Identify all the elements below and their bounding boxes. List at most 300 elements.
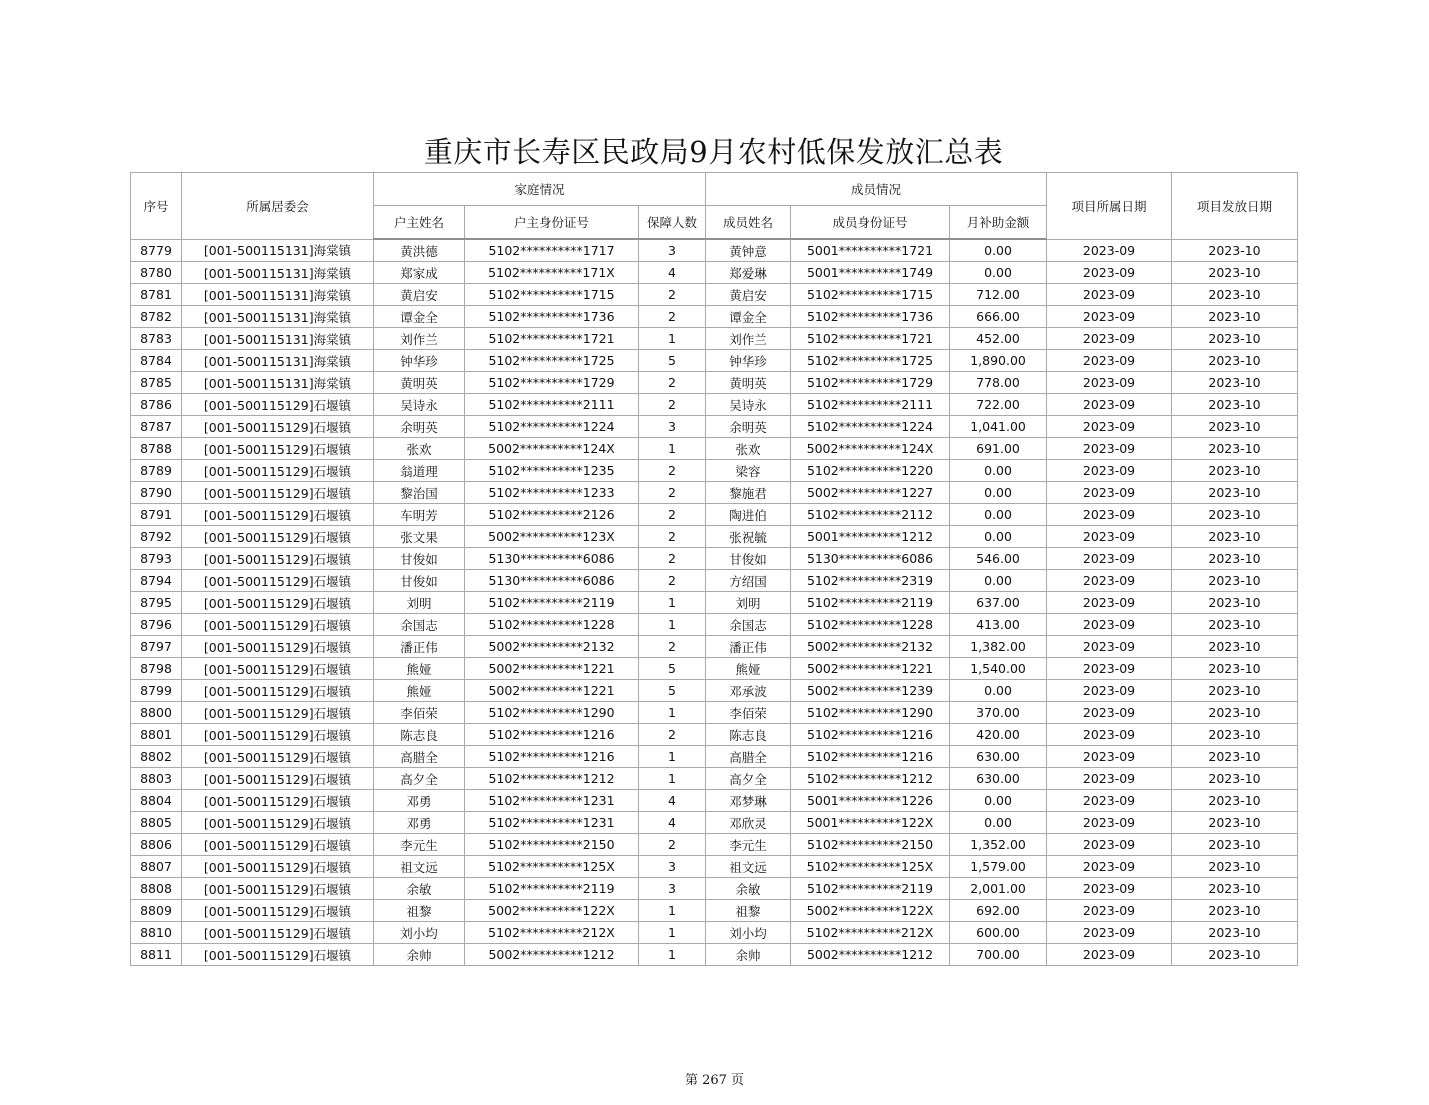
committee-cell: [001-500115131]海棠镇	[182, 262, 374, 284]
guarantee-count-cell: 2	[639, 482, 706, 504]
head-id-cell: 5102**********125X	[465, 856, 639, 878]
seq-cell: 8807	[131, 856, 182, 878]
head-name-cell: 甘俊如	[374, 548, 465, 570]
member-id-cell: 5102**********1736	[791, 306, 950, 328]
member-id-cell: 5001**********1721	[791, 239, 950, 262]
project-date-cell: 2023-09	[1047, 438, 1172, 460]
head-id-cell: 5102**********1729	[465, 372, 639, 394]
table-row	[131, 834, 1298, 856]
project-date-cell: 2023-09	[1047, 526, 1172, 548]
member-name-cell: 李元生	[706, 834, 791, 856]
seq-cell: 8798	[131, 658, 182, 680]
member-name-cell: 余国志	[706, 614, 791, 636]
head-id-cell: 5102**********1216	[465, 746, 639, 768]
table-row	[131, 328, 1298, 350]
head-id-cell: 5102**********171X	[465, 262, 639, 284]
guarantee-count-cell: 3	[639, 878, 706, 900]
head-id-cell: 5102**********1715	[465, 284, 639, 306]
head-name-cell: 祖黎	[374, 900, 465, 922]
member-name-cell: 陶进伯	[706, 504, 791, 526]
project-date-cell: 2023-09	[1047, 284, 1172, 306]
guarantee-count-cell: 4	[639, 790, 706, 812]
table-row	[131, 350, 1298, 372]
monthly-amount-cell: 637.00	[950, 592, 1047, 614]
head-id-cell: 5002**********122X	[465, 900, 639, 922]
head-name-cell: 刘明	[374, 592, 465, 614]
guarantee-count-cell: 1	[639, 592, 706, 614]
member-name-cell: 梁容	[706, 460, 791, 482]
seq-cell: 8800	[131, 702, 182, 724]
issue-date-cell: 2023-10	[1172, 526, 1298, 548]
issue-date-cell: 2023-10	[1172, 284, 1298, 306]
table-body	[131, 239, 1298, 966]
head-name-cell: 潘正伟	[374, 636, 465, 658]
project-date-cell: 2023-09	[1047, 262, 1172, 284]
head-name-cell: 余帅	[374, 944, 465, 966]
table-row	[131, 372, 1298, 394]
monthly-amount-cell: 1,540.00	[950, 658, 1047, 680]
table-header	[131, 173, 1298, 240]
issue-date-cell: 2023-10	[1172, 438, 1298, 460]
guarantee-count-cell: 1	[639, 922, 706, 944]
project-date-cell: 2023-09	[1047, 702, 1172, 724]
head-id-cell: 5002**********1221	[465, 680, 639, 702]
committee-cell: [001-500115129]石堰镇	[182, 526, 374, 548]
committee-cell: [001-500115129]石堰镇	[182, 416, 374, 438]
table-row	[131, 636, 1298, 658]
table-row	[131, 724, 1298, 746]
head-id-cell: 5102**********2111	[465, 394, 639, 416]
seq-cell: 8793	[131, 548, 182, 570]
committee-cell: [001-500115129]石堰镇	[182, 790, 374, 812]
member-name-cell: 刘小均	[706, 922, 791, 944]
guarantee-count-cell: 4	[639, 812, 706, 834]
seq-cell: 8801	[131, 724, 182, 746]
member-id-cell: 5102**********1290	[791, 702, 950, 724]
head-id-cell: 5102**********1216	[465, 724, 639, 746]
col-header-seq: 序号	[131, 173, 182, 240]
member-id-cell: 5102**********1212	[791, 768, 950, 790]
project-date-cell: 2023-09	[1047, 460, 1172, 482]
issue-date-cell: 2023-10	[1172, 614, 1298, 636]
committee-cell: [001-500115129]石堰镇	[182, 856, 374, 878]
project-date-cell: 2023-09	[1047, 416, 1172, 438]
issue-date-cell: 2023-10	[1172, 812, 1298, 834]
guarantee-count-cell: 2	[639, 526, 706, 548]
issue-date-cell: 2023-10	[1172, 944, 1298, 966]
guarantee-count-cell: 1	[639, 944, 706, 966]
project-date-cell: 2023-09	[1047, 900, 1172, 922]
guarantee-count-cell: 2	[639, 306, 706, 328]
monthly-amount-cell: 452.00	[950, 328, 1047, 350]
table-row	[131, 460, 1298, 482]
project-date-cell: 2023-09	[1047, 834, 1172, 856]
project-date-cell: 2023-09	[1047, 790, 1172, 812]
head-name-cell: 翁道理	[374, 460, 465, 482]
committee-cell: [001-500115129]石堰镇	[182, 658, 374, 680]
monthly-amount-cell: 0.00	[950, 504, 1047, 526]
committee-cell: [001-500115129]石堰镇	[182, 680, 374, 702]
table-row	[131, 482, 1298, 504]
committee-cell: [001-500115129]石堰镇	[182, 746, 374, 768]
guarantee-count-cell: 5	[639, 658, 706, 680]
member-name-cell: 高腊全	[706, 746, 791, 768]
seq-cell: 8806	[131, 834, 182, 856]
project-date-cell: 2023-09	[1047, 680, 1172, 702]
member-id-cell: 5002**********122X	[791, 900, 950, 922]
page-title: 重庆市长寿区民政局9月农村低保发放汇总表	[423, 135, 1004, 169]
monthly-amount-cell: 630.00	[950, 746, 1047, 768]
guarantee-count-cell: 2	[639, 284, 706, 306]
member-id-cell: 5102**********125X	[791, 856, 950, 878]
committee-cell: [001-500115131]海棠镇	[182, 306, 374, 328]
monthly-amount-cell: 0.00	[950, 790, 1047, 812]
head-name-cell: 高腊全	[374, 746, 465, 768]
seq-cell: 8809	[131, 900, 182, 922]
issue-date-cell: 2023-10	[1172, 900, 1298, 922]
committee-cell: [001-500115129]石堰镇	[182, 702, 374, 724]
project-date-cell: 2023-09	[1047, 306, 1172, 328]
head-id-cell: 5002**********1212	[465, 944, 639, 966]
head-id-cell: 5102**********1228	[465, 614, 639, 636]
monthly-amount-cell: 0.00	[950, 482, 1047, 504]
monthly-amount-cell: 0.00	[950, 526, 1047, 548]
guarantee-count-cell: 1	[639, 614, 706, 636]
table-row	[131, 239, 1298, 262]
monthly-amount-cell: 712.00	[950, 284, 1047, 306]
head-name-cell: 熊娅	[374, 680, 465, 702]
issue-date-cell: 2023-10	[1172, 570, 1298, 592]
guarantee-count-cell: 2	[639, 504, 706, 526]
issue-date-cell: 2023-10	[1172, 482, 1298, 504]
monthly-amount-cell: 666.00	[950, 306, 1047, 328]
seq-cell: 8811	[131, 944, 182, 966]
member-name-cell: 吴诗永	[706, 394, 791, 416]
project-date-cell: 2023-09	[1047, 636, 1172, 658]
head-id-cell: 5002**********2132	[465, 636, 639, 658]
issue-date-cell: 2023-10	[1172, 922, 1298, 944]
member-name-cell: 郑爱琳	[706, 262, 791, 284]
head-id-cell: 5102**********2150	[465, 834, 639, 856]
head-name-cell: 黄启安	[374, 284, 465, 306]
head-id-cell: 5102**********1721	[465, 328, 639, 350]
member-id-cell: 5001**********1749	[791, 262, 950, 284]
project-date-cell: 2023-09	[1047, 504, 1172, 526]
issue-date-cell: 2023-10	[1172, 834, 1298, 856]
member-name-cell: 邓欣灵	[706, 812, 791, 834]
issue-date-cell: 2023-10	[1172, 702, 1298, 724]
seq-cell: 8789	[131, 460, 182, 482]
member-id-cell: 5102**********2319	[791, 570, 950, 592]
guarantee-count-cell: 2	[639, 834, 706, 856]
project-date-cell: 2023-09	[1047, 328, 1172, 350]
seq-cell: 8797	[131, 636, 182, 658]
member-id-cell: 5001**********122X	[791, 812, 950, 834]
committee-cell: [001-500115129]石堰镇	[182, 504, 374, 526]
head-id-cell: 5002**********1221	[465, 658, 639, 680]
issue-date-cell: 2023-10	[1172, 746, 1298, 768]
project-date-cell: 2023-09	[1047, 812, 1172, 834]
committee-cell: [001-500115129]石堰镇	[182, 768, 374, 790]
committee-cell: [001-500115129]石堰镇	[182, 548, 374, 570]
monthly-amount-cell: 1,352.00	[950, 834, 1047, 856]
member-name-cell: 黄明英	[706, 372, 791, 394]
table-row	[131, 394, 1298, 416]
committee-cell: [001-500115129]石堰镇	[182, 438, 374, 460]
member-name-cell: 余敏	[706, 878, 791, 900]
head-name-cell: 李佰荣	[374, 702, 465, 724]
monthly-amount-cell: 2,001.00	[950, 878, 1047, 900]
guarantee-count-cell: 2	[639, 548, 706, 570]
head-id-cell: 5130**********6086	[465, 570, 639, 592]
project-date-cell: 2023-09	[1047, 944, 1172, 966]
monthly-amount-cell: 420.00	[950, 724, 1047, 746]
member-id-cell: 5102**********212X	[791, 922, 950, 944]
guarantee-count-cell: 1	[639, 768, 706, 790]
monthly-amount-cell: 778.00	[950, 372, 1047, 394]
head-name-cell: 余国志	[374, 614, 465, 636]
issue-date-cell: 2023-10	[1172, 680, 1298, 702]
member-name-cell: 方绍国	[706, 570, 791, 592]
committee-cell: [001-500115129]石堰镇	[182, 636, 374, 658]
monthly-amount-cell: 691.00	[950, 438, 1047, 460]
issue-date-cell: 2023-10	[1172, 790, 1298, 812]
monthly-amount-cell: 1,382.00	[950, 636, 1047, 658]
head-name-cell: 谭金全	[374, 306, 465, 328]
col-header-committee: 所属居委会	[182, 173, 374, 240]
committee-cell: [001-500115129]石堰镇	[182, 834, 374, 856]
head-id-cell: 5102**********1717	[465, 239, 639, 262]
member-id-cell: 5002**********1239	[791, 680, 950, 702]
monthly-amount-cell: 1,041.00	[950, 416, 1047, 438]
committee-cell: [001-500115129]石堰镇	[182, 878, 374, 900]
head-name-cell: 祖文远	[374, 856, 465, 878]
seq-cell: 8782	[131, 306, 182, 328]
member-name-cell: 祖黎	[706, 900, 791, 922]
col-header-monthly-amount: 月补助金额	[950, 206, 1047, 240]
head-id-cell: 5102**********1231	[465, 812, 639, 834]
col-header-member-name: 成员姓名	[706, 206, 791, 240]
committee-cell: [001-500115129]石堰镇	[182, 570, 374, 592]
head-name-cell: 张文果	[374, 526, 465, 548]
monthly-amount-cell: 370.00	[950, 702, 1047, 724]
head-name-cell: 张欢	[374, 438, 465, 460]
head-id-cell: 5102**********1224	[465, 416, 639, 438]
member-id-cell: 5102**********1721	[791, 328, 950, 350]
guarantee-count-cell: 2	[639, 460, 706, 482]
guarantee-count-cell: 5	[639, 680, 706, 702]
issue-date-cell: 2023-10	[1172, 658, 1298, 680]
project-date-cell: 2023-09	[1047, 614, 1172, 636]
head-name-cell: 吴诗永	[374, 394, 465, 416]
head-id-cell: 5102**********212X	[465, 922, 639, 944]
head-id-cell: 5102**********2119	[465, 592, 639, 614]
head-name-cell: 高夕全	[374, 768, 465, 790]
member-id-cell: 5002**********1212	[791, 944, 950, 966]
seq-cell: 8799	[131, 680, 182, 702]
seq-cell: 8804	[131, 790, 182, 812]
guarantee-count-cell: 1	[639, 328, 706, 350]
issue-date-cell: 2023-10	[1172, 636, 1298, 658]
member-id-cell: 5001**********1226	[791, 790, 950, 812]
member-id-cell: 5102**********1228	[791, 614, 950, 636]
table-row	[131, 922, 1298, 944]
seq-cell: 8779	[131, 239, 182, 262]
monthly-amount-cell: 546.00	[950, 548, 1047, 570]
member-id-cell: 5102**********2119	[791, 878, 950, 900]
committee-cell: [001-500115129]石堰镇	[182, 944, 374, 966]
head-name-cell: 黄明英	[374, 372, 465, 394]
member-name-cell: 甘俊如	[706, 548, 791, 570]
member-name-cell: 张祝毓	[706, 526, 791, 548]
monthly-amount-cell: 722.00	[950, 394, 1047, 416]
seq-cell: 8788	[131, 438, 182, 460]
guarantee-count-cell: 2	[639, 394, 706, 416]
head-id-cell: 5102**********1233	[465, 482, 639, 504]
seq-cell: 8805	[131, 812, 182, 834]
issue-date-cell: 2023-10	[1172, 328, 1298, 350]
member-id-cell: 5102**********1729	[791, 372, 950, 394]
guarantee-count-cell: 2	[639, 636, 706, 658]
member-id-cell: 5102**********1725	[791, 350, 950, 372]
member-name-cell: 陈志良	[706, 724, 791, 746]
monthly-amount-cell: 1,579.00	[950, 856, 1047, 878]
guarantee-count-cell: 2	[639, 724, 706, 746]
table-row	[131, 548, 1298, 570]
issue-date-cell: 2023-10	[1172, 724, 1298, 746]
project-date-cell: 2023-09	[1047, 570, 1172, 592]
monthly-amount-cell: 0.00	[950, 812, 1047, 834]
col-header-member-id: 成员身份证号	[791, 206, 950, 240]
monthly-amount-cell: 692.00	[950, 900, 1047, 922]
guarantee-count-cell: 2	[639, 570, 706, 592]
member-id-cell: 5130**********6086	[791, 548, 950, 570]
head-name-cell: 刘作兰	[374, 328, 465, 350]
guarantee-count-cell: 1	[639, 438, 706, 460]
member-id-cell: 5102**********2119	[791, 592, 950, 614]
project-date-cell: 2023-09	[1047, 746, 1172, 768]
project-date-cell: 2023-09	[1047, 239, 1172, 262]
monthly-amount-cell: 0.00	[950, 680, 1047, 702]
table-row	[131, 438, 1298, 460]
table-row	[131, 746, 1298, 768]
head-id-cell: 5102**********2126	[465, 504, 639, 526]
member-name-cell: 李佰荣	[706, 702, 791, 724]
seq-cell: 8787	[131, 416, 182, 438]
seq-cell: 8785	[131, 372, 182, 394]
project-date-cell: 2023-09	[1047, 350, 1172, 372]
seq-cell: 8794	[131, 570, 182, 592]
member-id-cell: 5002**********124X	[791, 438, 950, 460]
head-name-cell: 黎治国	[374, 482, 465, 504]
head-id-cell: 5102**********1736	[465, 306, 639, 328]
head-id-cell: 5102**********1231	[465, 790, 639, 812]
committee-cell: [001-500115129]石堰镇	[182, 614, 374, 636]
head-name-cell: 邓勇	[374, 812, 465, 834]
guarantee-count-cell: 5	[639, 350, 706, 372]
seq-cell: 8810	[131, 922, 182, 944]
monthly-amount-cell: 600.00	[950, 922, 1047, 944]
guarantee-count-cell: 1	[639, 746, 706, 768]
committee-cell: [001-500115129]石堰镇	[182, 394, 374, 416]
project-date-cell: 2023-09	[1047, 658, 1172, 680]
project-date-cell: 2023-09	[1047, 372, 1172, 394]
head-name-cell: 邓勇	[374, 790, 465, 812]
head-name-cell: 熊娅	[374, 658, 465, 680]
col-group-member: 成员情况	[706, 173, 1047, 206]
member-name-cell: 黄启安	[706, 284, 791, 306]
member-name-cell: 邓承波	[706, 680, 791, 702]
issue-date-cell: 2023-10	[1172, 372, 1298, 394]
seq-cell: 8786	[131, 394, 182, 416]
seq-cell: 8803	[131, 768, 182, 790]
head-name-cell: 余敏	[374, 878, 465, 900]
table-row	[131, 878, 1298, 900]
head-id-cell: 5130**********6086	[465, 548, 639, 570]
member-name-cell: 祖文远	[706, 856, 791, 878]
issue-date-cell: 2023-10	[1172, 768, 1298, 790]
member-id-cell: 5102**********1715	[791, 284, 950, 306]
project-date-cell: 2023-09	[1047, 394, 1172, 416]
seq-cell: 8796	[131, 614, 182, 636]
member-id-cell: 5002**********1227	[791, 482, 950, 504]
table-row	[131, 262, 1298, 284]
table-row	[131, 812, 1298, 834]
col-header-head-name: 户主姓名	[374, 206, 465, 240]
table-row	[131, 944, 1298, 966]
member-name-cell: 刘作兰	[706, 328, 791, 350]
seq-cell: 8781	[131, 284, 182, 306]
table-row	[131, 856, 1298, 878]
committee-cell: [001-500115131]海棠镇	[182, 350, 374, 372]
member-name-cell: 高夕全	[706, 768, 791, 790]
table-row	[131, 680, 1298, 702]
issue-date-cell: 2023-10	[1172, 239, 1298, 262]
seq-cell: 8795	[131, 592, 182, 614]
project-date-cell: 2023-09	[1047, 724, 1172, 746]
issue-date-cell: 2023-10	[1172, 592, 1298, 614]
committee-cell: [001-500115131]海棠镇	[182, 284, 374, 306]
monthly-amount-cell: 0.00	[950, 262, 1047, 284]
committee-cell: [001-500115129]石堰镇	[182, 482, 374, 504]
project-date-cell: 2023-09	[1047, 922, 1172, 944]
issue-date-cell: 2023-10	[1172, 306, 1298, 328]
table-row	[131, 526, 1298, 548]
col-header-project-date: 项目所属日期	[1047, 173, 1172, 240]
project-date-cell: 2023-09	[1047, 592, 1172, 614]
table-row	[131, 592, 1298, 614]
guarantee-count-cell: 1	[639, 702, 706, 724]
member-id-cell: 5102**********2111	[791, 394, 950, 416]
seq-cell: 8790	[131, 482, 182, 504]
member-name-cell: 余帅	[706, 944, 791, 966]
table-row	[131, 702, 1298, 724]
table-row	[131, 306, 1298, 328]
guarantee-count-cell: 4	[639, 262, 706, 284]
table-row	[131, 570, 1298, 592]
head-id-cell: 5002**********124X	[465, 438, 639, 460]
monthly-amount-cell: 0.00	[950, 239, 1047, 262]
col-header-guarantee-count: 保障人数	[639, 206, 706, 240]
member-name-cell: 钟华珍	[706, 350, 791, 372]
seq-cell: 8780	[131, 262, 182, 284]
seq-cell: 8808	[131, 878, 182, 900]
head-id-cell: 5102**********1725	[465, 350, 639, 372]
guarantee-count-cell: 3	[639, 416, 706, 438]
member-id-cell: 5102**********1216	[791, 724, 950, 746]
project-date-cell: 2023-09	[1047, 768, 1172, 790]
member-id-cell: 5102**********1224	[791, 416, 950, 438]
